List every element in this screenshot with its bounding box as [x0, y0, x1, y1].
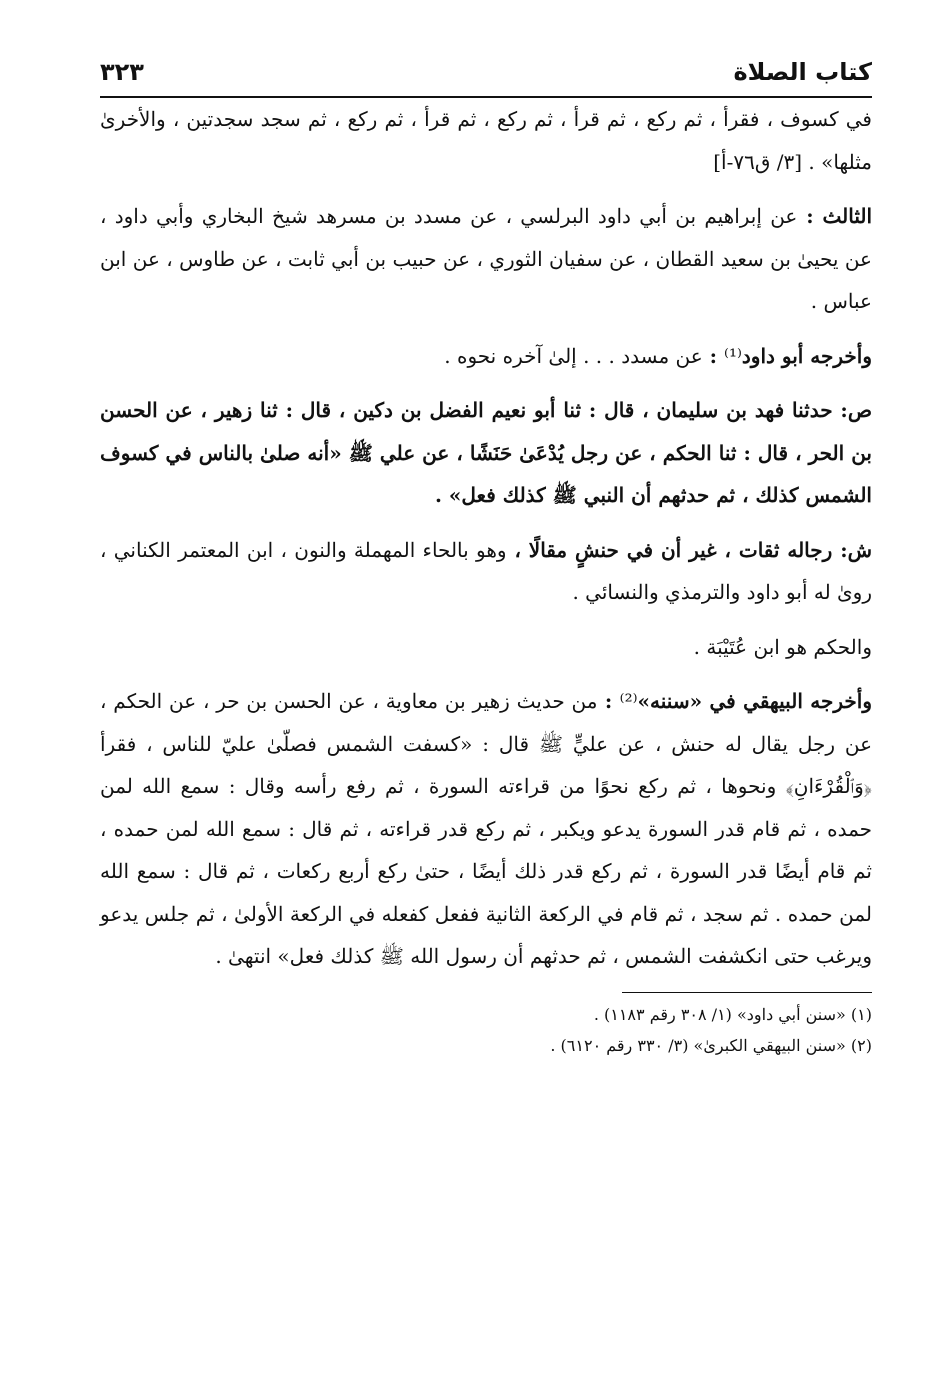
bold-text: ص: حدثنا فهد بن سليمان ، قال : ثنا أبو نعيم الفضل بن دكين ، قال : ثنا زهير ، عن الحسن بن الحر ، قال : ثنا الحكم ، عن رجل يُدْعَىٰ حَنَشًا ، عن علي ﷺ «أنه صلىٰ بالناس في كسوف الشمس كذلك ، ثم حدثهم أن النبي ﷺ كذلك فعل» . [100, 398, 872, 507]
text-segment: ⁽²⁾ [619, 689, 638, 713]
text-segment: وهو بالحاء المهملة والنون ، ابن المعتمر الكناني ، روىٰ له أبو داود والترمذي والنسائي . [100, 537, 872, 604]
bold-text: وأخرجه البيهقي في «سننه» [637, 689, 872, 713]
bold-text: : [702, 343, 725, 368]
book-page [100, 58, 872, 1061]
bold-text: ش: رجاله ثقات ، غير أن في حنشٍ مقالًا ، [506, 537, 872, 562]
running-header [100, 58, 872, 98]
paragraph [100, 335, 872, 378]
footnote: (١) «سنن أبي داود» (١/ ٣٠٨ رقم ١١٨٣) . [593, 1004, 872, 1024]
text-segment: والحكم هو ابن عُتَيْبَة . [693, 634, 872, 659]
text-segment: ⁽¹⁾ [724, 343, 742, 368]
footnote: (٢) «سنن البيهقي الكبرىٰ» (٣/ ٣٣٠ رقم ٦١٢٠) . [550, 1035, 872, 1055]
text-segment: من حديث زهير بن معاوية ، عن الحسن بن حر ، عن الحكم ، عن رجل يقال له حنش ، عن عليٍّ ﷺ قال : «كسفت الشمس فصلّىٰ عليّ للناس ، فقرأ ﴿وَٱلْقُرْءَانِ﴾ ونحوها ، ثم ركع نحوًا من قراءته السورة ، ثم رفع رأسه وقال : سمع الله لمن حمده ، ثم قام قدر السورة يدعو ويكبر ، ثم ركع قدر قراءته ، ثم قال : سمع الله لمن حمده ، ثم قام أيضًا قدر السورة ، ثم ركع قدر ذلك أيضًا ، حتىٰ ركع أربع ركعات ، ثم قال : سمع الله لمن حمده . ثم سجد ، ثم قام في الركعة الثانية ففعل كفعله في الركعة الأولىٰ ، ثم جلس يدعو ويرغب حتى انكشفت الشمس ، ثم حدثهم أن رسول الله ﷺ كذلك فعل» انتهىٰ . [100, 689, 873, 968]
paragraph [100, 389, 872, 517]
paragraph [100, 626, 872, 669]
paragraph [100, 529, 872, 614]
paragraph [100, 680, 872, 978]
body-text [100, 98, 872, 978]
page-number: ٣٢٣ [100, 58, 144, 86]
bold-text: الثالث : [797, 204, 872, 228]
bold-text: وأخرجه أبو داود [741, 343, 872, 368]
footnotes [100, 999, 872, 1061]
footnote-divider [622, 992, 872, 993]
text-segment: عن إبراهيم بن أبي داود البرلسي ، عن مسدد بن مسرهد شيخ البخاري وأبي داود ، عن يحيىٰ بن سعيد القطان ، عن سفيان الثوري ، عن حبيب بن أبي ثابت ، عن طاوس ، عن ابن عباس . [100, 204, 872, 313]
bold-text: : [597, 689, 620, 713]
text-segment: عن مسدد . . . إلىٰ آخره نحوه . [444, 343, 703, 368]
paragraph [100, 195, 872, 323]
paragraph [100, 98, 872, 183]
chapter-title: كتاب الصلاة [733, 58, 872, 86]
text-segment: في كسوف ، فقرأ ، ثم ركع ، ثم قرأ ، ثم ركع ، ثم قرأ ، ثم ركع ، ثم سجد سجدتين ، والأخرىٰ مثلها» . [٣/ ق٧٦-أ] [100, 107, 872, 174]
